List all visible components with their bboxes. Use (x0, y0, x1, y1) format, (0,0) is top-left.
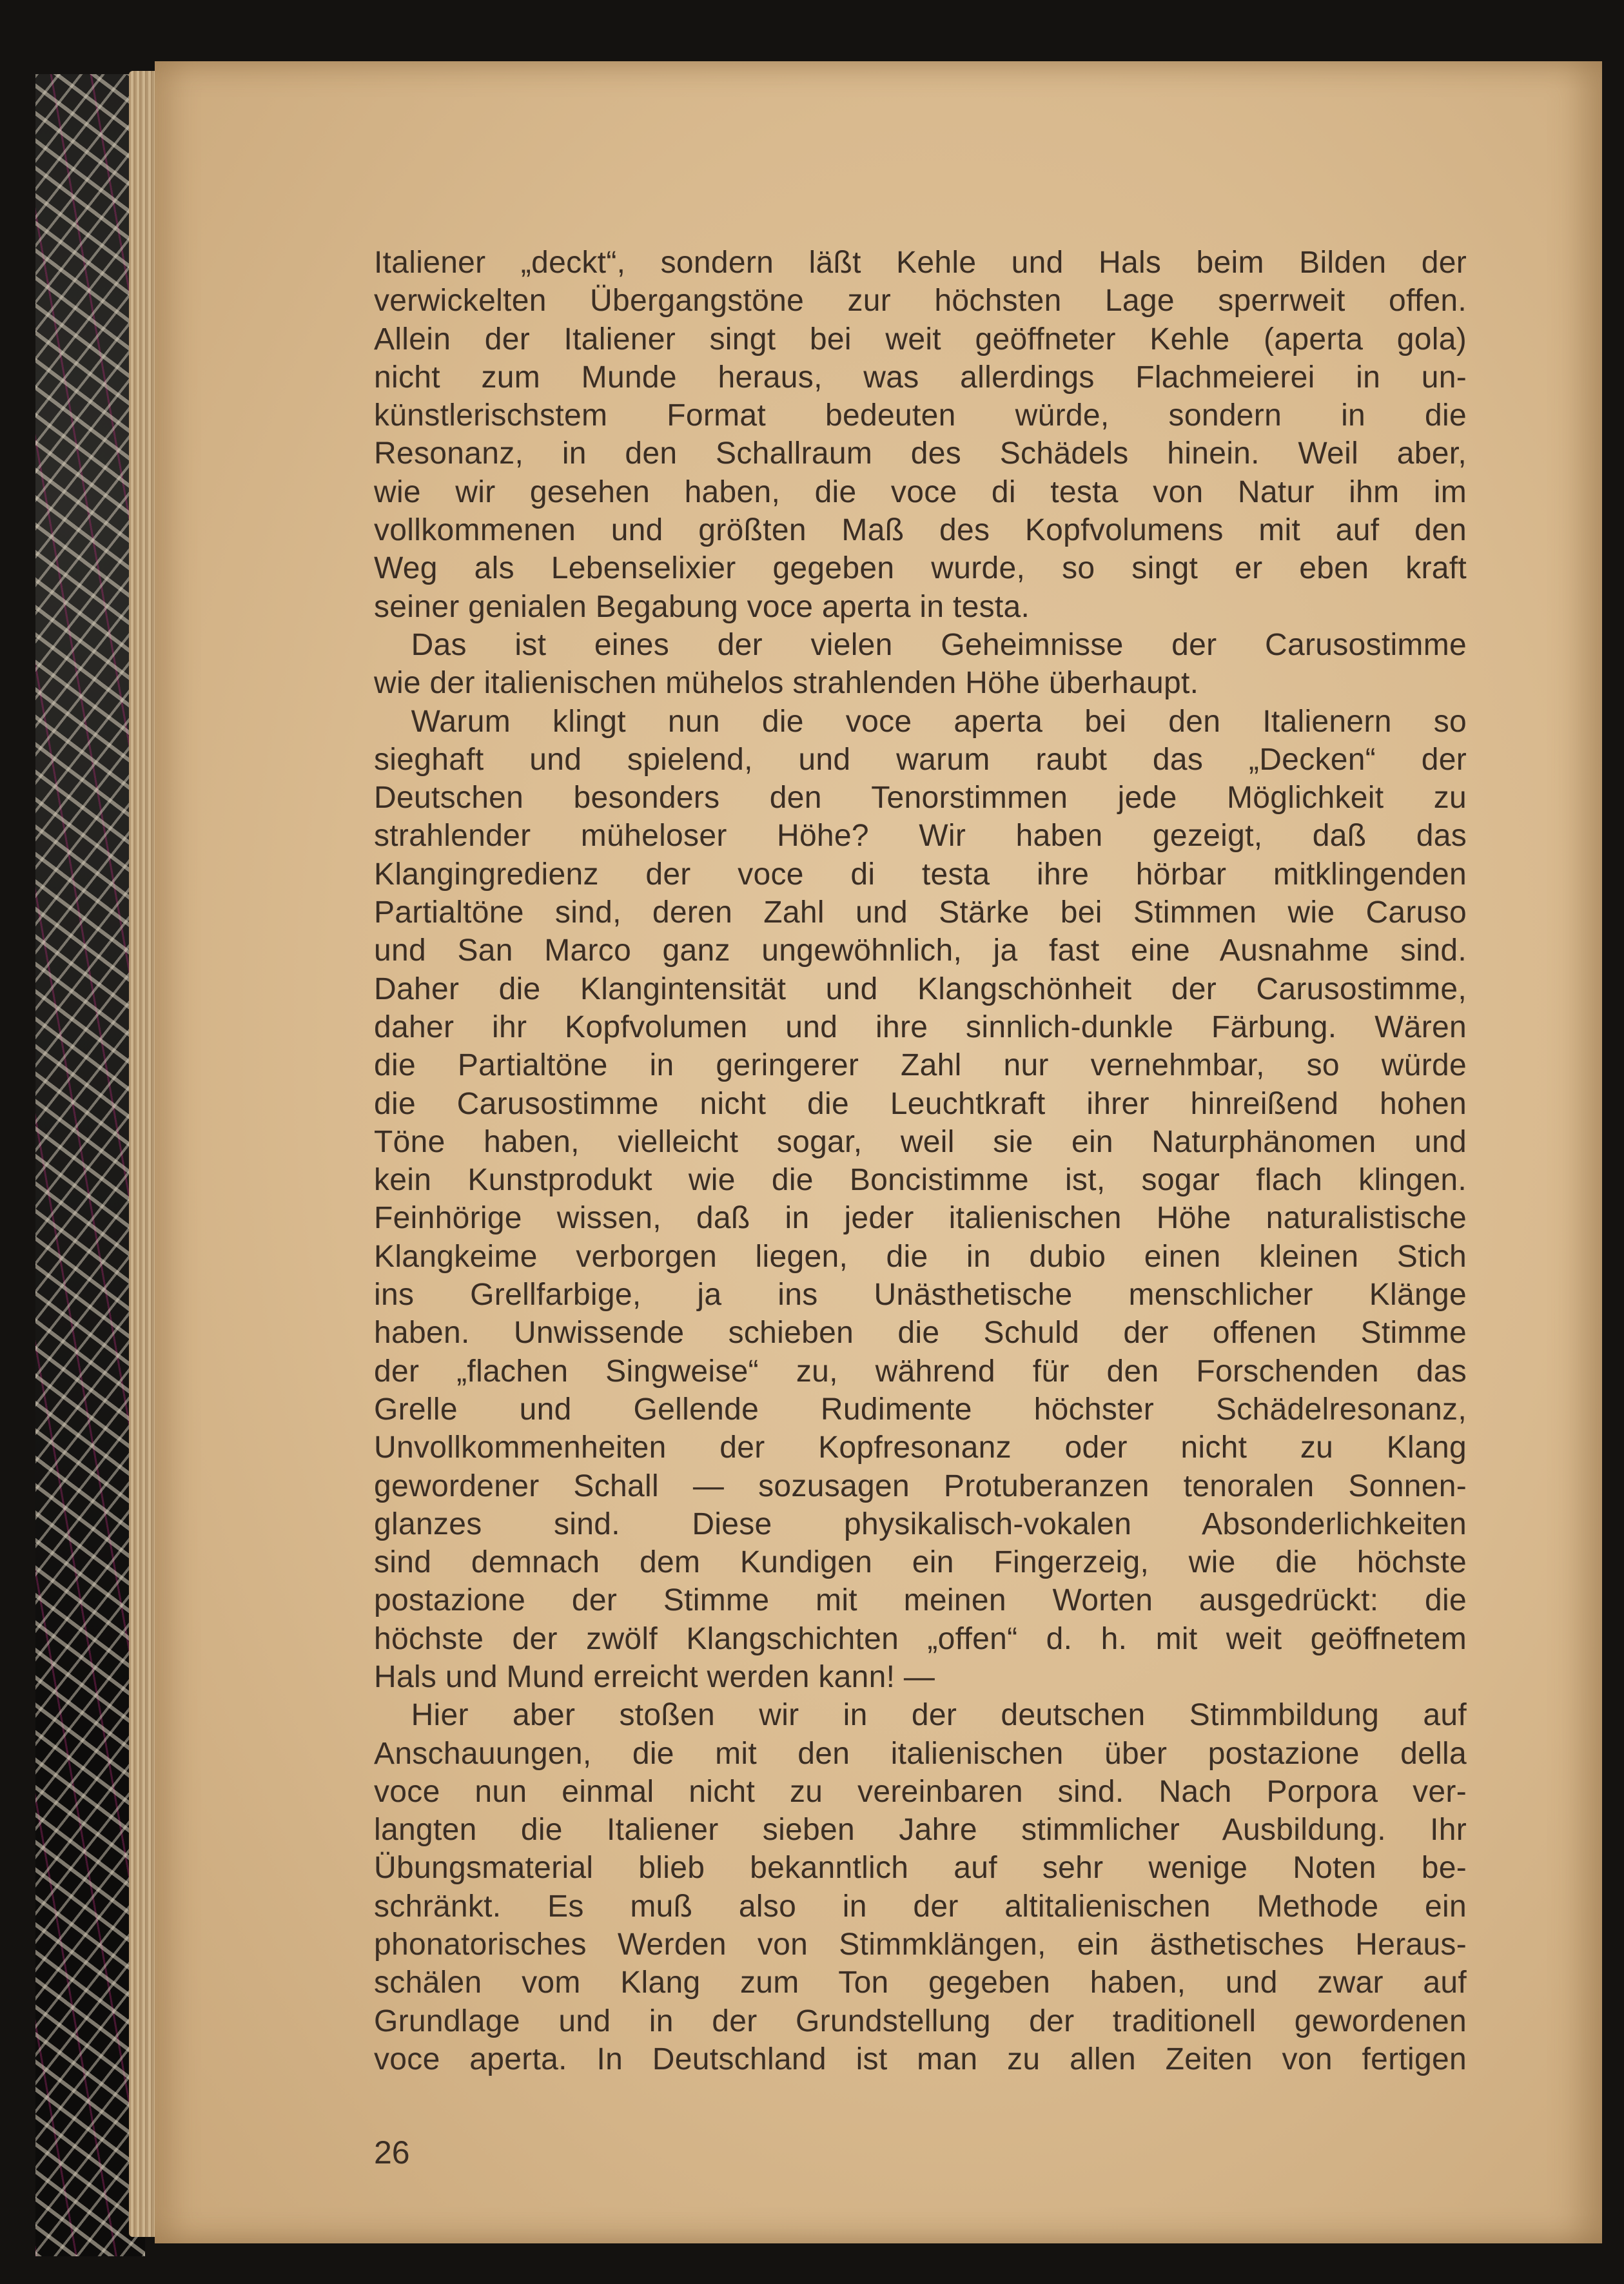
text-line: Resonanz, in den Schallraum des Schädels hinein. Weil aber, (374, 436, 1467, 471)
text-line: wie wir gesehen haben, die voce di testa von Natur ihm im (374, 474, 1467, 509)
text-line: phonatorisches Werden von Stimmklängen, ein ästhetisches Heraus- (374, 1928, 1467, 1962)
text-line: Hier aber stoßen wir in der deutschen Stimmbildung auf (411, 1698, 1467, 1733)
text-line: ins Grellfarbige, ja ins Unästhetische menschlicher Klänge (374, 1278, 1467, 1313)
body-text (374, 244, 1467, 2078)
text-line: kein Kunstprodukt wie die Boncistimme ist, sogar flach klingen. (374, 1163, 1467, 1198)
text-line: Klangingredienz der voce di testa ihre hörbar mitklingenden (374, 857, 1467, 892)
text-line: strahlender müheloser Höhe? Wir haben gezeigt, daß das (374, 819, 1467, 854)
text-line: Das ist eines der vielen Geheimnisse der Carusostimme (411, 627, 1467, 662)
page-number: 26 (374, 2134, 410, 2171)
text-line: Feinhörige wissen, daß in jeder italienischen Höhe naturalistische (374, 1201, 1467, 1236)
text-line: glanzes sind. Diese physikalisch-vokalen Absonderlichkeiten (374, 1507, 1467, 1541)
text-line: Deutschen besonders den Tenorstimmen jede Möglichkeit zu (374, 781, 1467, 815)
text-line: postazione der Stimme mit meinen Worten ausgedrückt: die (374, 1583, 1467, 1618)
text-line: Übungsmaterial blieb bekanntlich auf sehr wenige Noten be- (374, 1851, 1467, 1886)
text-line: Italiener „deckt“, sondern läßt Kehle und Hals beim Bilden der (374, 246, 1467, 280)
text-line: Hals und Mund erreicht werden kann! — (374, 1659, 935, 1694)
text-line: wie der italienischen mühelos strahlenden Höhe überhaupt. (374, 666, 1199, 701)
text-line: sieghaft und spielend, und warum raubt das „Decken“ der (374, 742, 1467, 777)
text-line: Grelle und Gellende Rudimente höchster Schädelresonanz, (374, 1392, 1467, 1427)
text-line: die Partialtöne in geringerer Zahl nur vernehmbar, so würde (374, 1048, 1467, 1083)
text-line: langten die Italiener sieben Jahre stimmlicher Ausbildung. Ihr (374, 1813, 1467, 1848)
text-line: voce nun einmal nicht zu vereinbaren sind. Nach Porpora ver- (374, 1774, 1467, 1809)
text-line: Töne haben, vielleicht sogar, weil sie ein Naturphänomen und (374, 1124, 1467, 1159)
text-line: künstlerischstem Format bedeuten würde, sondern in die (374, 398, 1467, 433)
text-line: die Carusostimme nicht die Leuchtkraft ihrer hinreißend hohen (374, 1086, 1467, 1121)
text-line: Grundlage und in der Grundstellung der traditionell gewordenen (374, 2004, 1467, 2038)
text-line: Partialtöne sind, deren Zahl und Stärke bei Stimmen wie Caruso (374, 895, 1467, 930)
text-line: seiner genialen Begabung voce aperta in testa. (374, 589, 1030, 624)
text-line: gewordener Schall — sozusagen Protuberanzen tenoralen Sonnen- (374, 1469, 1467, 1503)
text-line: daher ihr Kopfvolumen und ihre sinnlich-dunkle Färbung. Wären (374, 1010, 1467, 1044)
text-line: der „flachen Singweise“ zu, während für den Forschenden das (374, 1354, 1467, 1389)
text-line: Warum klingt nun die voce aperta bei den Italienern so (411, 704, 1467, 739)
text-line: schälen vom Klang zum Ton gegeben haben, und zwar auf (374, 1966, 1467, 2000)
text-line: schränkt. Es muß also in der altitalienischen Methode ein (374, 1889, 1467, 1924)
text-line: Allein der Italiener singt bei weit geöffneter Kehle (aperta gola) (374, 322, 1467, 356)
text-line: und San Marco ganz ungewöhnlich, ja fast eine Ausnahme sind. (374, 933, 1467, 968)
text-line: Unvollkommenheiten der Kopfresonanz oder nicht zu Klang (374, 1430, 1467, 1465)
text-line: höchste der zwölf Klangschichten „offen“ d. h. mit weit geöffnetem (374, 1621, 1467, 1656)
text-line: sind demnach dem Kundigen ein Fingerzeig, wie die höchste (374, 1545, 1467, 1580)
text-line: haben. Unwissende schieben die Schuld der offenen Stimme (374, 1316, 1467, 1351)
text-line: Daher die Klangintensität und Klangschönheit der Carusostimme, (374, 971, 1467, 1006)
text-line: Anschauungen, die mit den italienischen über postazione della (374, 1736, 1467, 1771)
text-line: verwickelten Übergangstöne zur höchsten Lage sperrweit offen. (374, 284, 1467, 318)
text-line: voce aperta. In Deutschland ist man zu allen Zeiten von fertigen (374, 2042, 1467, 2076)
text-line: Klangkeime verborgen liegen, die in dubio einen kleinen Stich (374, 1239, 1467, 1274)
text-line: vollkommenen und größten Maß des Kopfvolumens mit auf den (374, 513, 1467, 548)
text-line: nicht zum Munde heraus, was allerdings Flachmeierei in un- (374, 360, 1467, 395)
text-line: Weg als Lebenselixier gegeben wurde, so singt er eben kraft (374, 551, 1467, 586)
